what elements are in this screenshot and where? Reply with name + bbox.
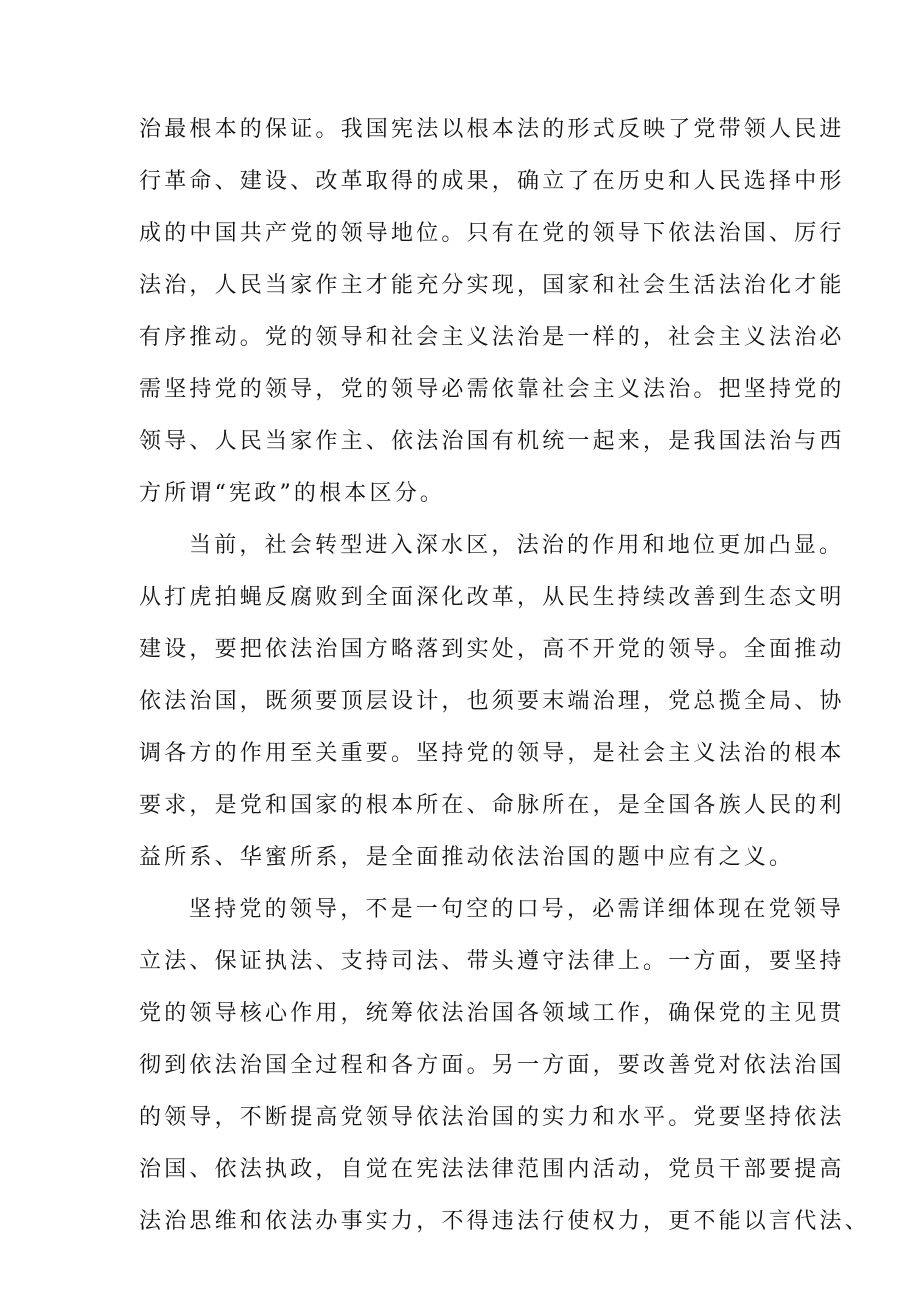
text-line: 的领导，不断提高党领导依法治国的实力和水平。党要坚持依法 [139,1105,845,1130]
text-line: 有序推动。党的领导和社会主义法治是一样的，社会主义法治必 [139,325,845,350]
text-line: 调各方的作用至关重要。坚持党的领导，是社会主义法治的根本 [139,741,845,766]
text-line: 方所谓“宪政”的根本区分。 [139,481,446,506]
body-text [139,104,870,1248]
text-line: 法治思维和依法办事实力，不得违法行使权力，更不能以言代法、 [139,1209,870,1234]
text-line: 治最根本的保证。我国宪法以根本法的形式反映了党带领人民进 [139,117,845,142]
text-line: 从打虎拍蝇反腐败到全面深化改革，从民生持续改善到生态文明 [139,585,845,610]
text-line: 领导、人民当家作主、依法治国有机统一起来，是我国法治与西 [139,429,845,454]
text-line: 行革命、建设、改革取得的成果，确立了在历史和人民选择中形 [139,169,845,194]
text-line: 益所系、华蜜所系，是全面推动依法治国的题中应有之义。 [139,845,795,870]
paragraph-start-line: 坚持党的领导，不是一句空的口号，必需详细体现在党领导 [189,897,845,922]
text-line: 成的中国共产党的领导地位。只有在党的领导下依法治国、厉行 [139,221,845,246]
text-line: 要求，是党和国家的根本所在、命脉所在，是全国各族人民的利 [139,793,845,818]
text-line: 党的领导核心作用，统筹依法治国各领域工作，确保党的主见贯 [139,1001,845,1026]
text-line: 治国、依法执政，自觉在宪法法律范围内活动，党员干部要提高 [139,1157,845,1182]
text-line: 依法治国，既须要顶层设计，也须要末端治理，党总揽全局、协 [139,689,845,714]
text-line: 彻到依法治国全过程和各方面。另一方面，要改善党对依法治国 [139,1053,845,1078]
text-line: 法治，人民当家作主才能充分实现，国家和社会生活法治化才能 [139,273,845,298]
text-line: 立法、保证执法、支持司法、带头遵守法律上。一方面，要坚持 [139,949,845,974]
text-line: 需坚持党的领导，党的领导必需依靠社会主义法治。把坚持党的 [139,377,845,402]
paragraph-start-line: 当前，社会转型进入深水区，法治的作用和地位更加凸显。 [189,533,845,558]
text-line: 建设，要把依法治国方略落到实处，高不开党的领导。全面推动 [139,637,845,662]
